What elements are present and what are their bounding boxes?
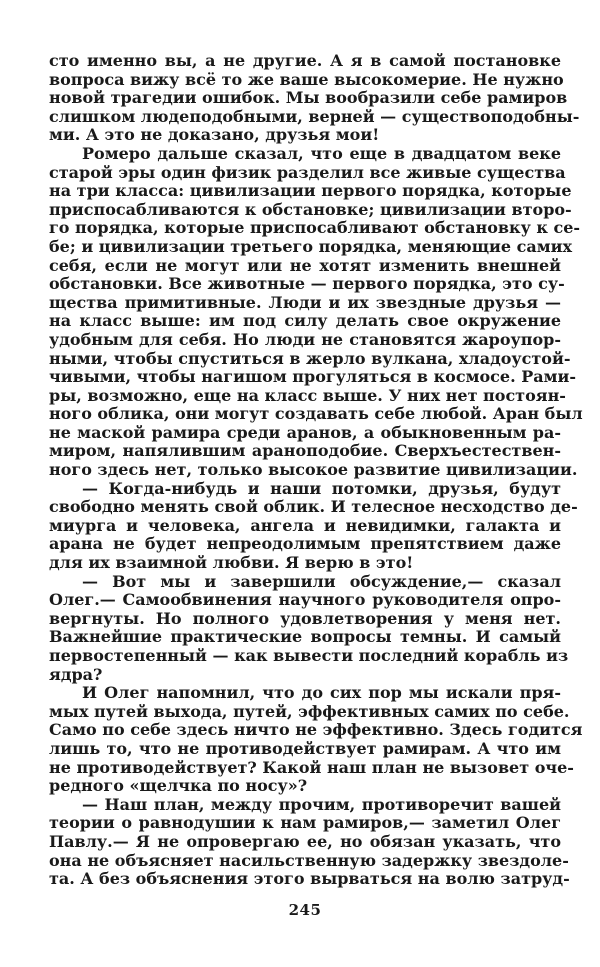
page-number: 245	[288, 901, 322, 919]
text-line: Олег.— Самообвинения научного руководителя опро-	[49, 590, 561, 610]
text-line: щества примитивные. Люди и их звездные друзья —	[49, 292, 561, 312]
text-line: И Олег напомнил, что до сих пор мы искали пря-	[82, 683, 561, 703]
text-line: свободно менять свой облик. И телесное несходство де-	[49, 497, 578, 517]
text-line: та. А без объяснения этого вырваться на волю затруд-	[49, 869, 570, 889]
text-line: — Вот мы и завершили обсуждение,— сказал	[82, 571, 561, 591]
text-line: ного облика, они могут создавать себе любой. Аран был	[49, 404, 583, 424]
text-line: не противодействует? Какой наш план не вызовет оче-	[49, 757, 574, 777]
text-line: го порядка, которые приспосабливают обстановку к се-	[49, 218, 581, 238]
text-line: новой трагедии ошибок. Мы вообразили себе рамиров	[49, 88, 568, 108]
text-line: для их взаимной любви. Я верю в это!	[49, 553, 414, 573]
text-line: бе; и цивилизации третьего порядка, меняющие самих	[49, 236, 573, 256]
text-line: себя, если не могут или не хотят изменить внешней	[49, 255, 561, 275]
text-line: обстановки. Все животные — первого порядка, это су-	[49, 274, 565, 294]
text-line: ного здесь нет, только высокое развитие цивилизации.	[49, 460, 578, 480]
text-line: старой эры один физик разделил все живые существа	[49, 162, 566, 182]
text-line: первостепенный — как вывести последний корабль из	[49, 646, 569, 665]
text-line: — Наш план, между прочим, противоречит вашей	[82, 794, 561, 814]
text-line: лишь то, что не противодействует рамирам. А что им	[49, 738, 561, 758]
text-line: на класс выше: им под силу делать свое окружение	[49, 311, 561, 331]
text-line: ми. А это не доказано, друзья мои!	[49, 125, 380, 145]
text-line: теории о равнодушии к нам рамиров,— заметил Олег	[49, 813, 561, 833]
text-line: миром, напялившим араноподобие. Сверхъестествен-	[49, 441, 561, 461]
text-line: Павлу.— Я не опровергаю ее, но обязан указать, что	[49, 831, 561, 851]
text-line: слишком людеподобными, верней — существоподобны-	[49, 106, 580, 126]
text-line: Ромеро дальше сказал, что еще в двадцатом веке	[82, 143, 561, 163]
text-line: редного «щелчка по носу»?	[49, 776, 308, 796]
text-line: вергнуты. Но полного удовлетворения у меня нет.	[49, 608, 561, 628]
text-line: чивыми, чтобы нагишом прогуляться в космосе. Рами-	[49, 367, 577, 387]
text-line: на три класса: цивилизации первого порядка, которые	[49, 181, 572, 201]
text-line: Важнейшие практические вопросы темны. И самый	[49, 627, 561, 647]
text-line: сто именно вы, а не другие. А я в самой постановке	[49, 51, 561, 70]
text-line: вопроса вижу всё то же ваше высокомерие. Не нужно	[49, 69, 564, 89]
text-line: Само по себе здесь ничто не эффективно. Здесь годится	[49, 720, 583, 740]
text-line: удобным для себя. Но люди не становятся жароупор-	[49, 329, 561, 349]
text-line: — Когда-нибудь и наши потомки, друзья, будут	[82, 478, 561, 498]
text-line: она не объясняет насильственную задержку звездоле-	[49, 850, 569, 870]
text-line: приспосабливаются к обстановке; цивилизации второ-	[49, 199, 572, 219]
text-line: ядра?	[49, 664, 103, 684]
text-line: ры, возможно, еще на класс выше. У них нет постоян-	[49, 385, 566, 405]
text-line: не маской рамира среди аранов, а обыкновенным ра-	[49, 422, 561, 442]
text-line: ными, чтобы спуститься в жерло вулкана, хладоустой-	[49, 348, 571, 368]
text-line: мых путей выхода, путей, эффективных самих по себе.	[49, 701, 570, 721]
text-line: миурга и человека, ангела и невидимки, галакта и	[49, 515, 561, 535]
page-text	[49, 51, 583, 889]
text-line: арана не будет непреодолимым препятствием даже	[49, 534, 561, 554]
